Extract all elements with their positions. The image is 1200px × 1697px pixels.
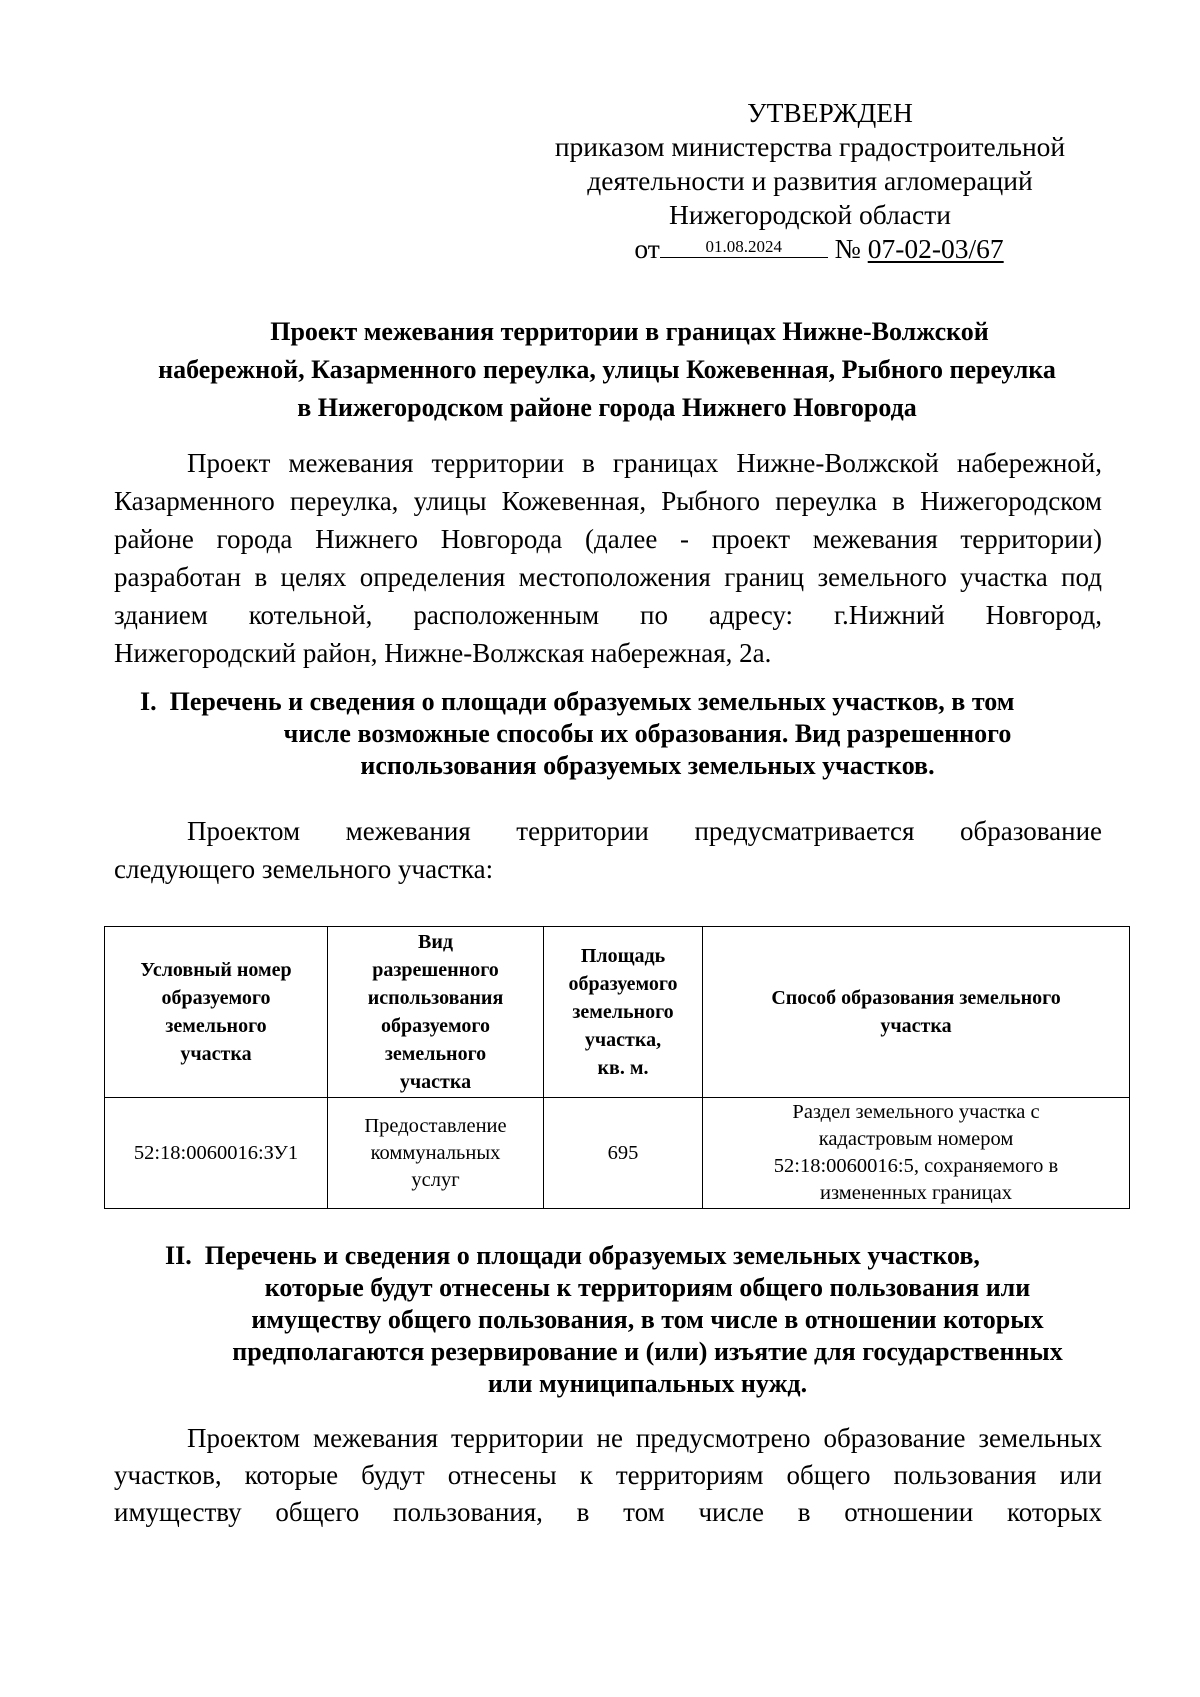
header-line: образуемого (381, 1015, 490, 1037)
section-number: II. (165, 1241, 192, 1270)
section-heading-line: числе возможные способы их образования. Вид разрешенного (283, 719, 1012, 748)
paragraph-line: разработан в целях определения местоположения границ земельного участка под (114, 562, 1102, 592)
header-line: образуемого (161, 987, 271, 1009)
approval-block (540, 96, 1080, 266)
section-number: I. (140, 687, 157, 716)
cell-line: измененных границах (819, 1182, 1013, 1204)
section-heading-line (130, 686, 1110, 718)
approval-line: Нижегородской области (669, 199, 951, 230)
cell-line: кадастровым номером (818, 1128, 1014, 1150)
approval-heading: УТВЕРЖДЕН (747, 97, 913, 128)
header-line: участка (399, 1071, 472, 1093)
cell-line: Предоставление (364, 1114, 507, 1137)
approval-date: 01.08.2024 (660, 237, 828, 258)
column-header-use (328, 927, 544, 1098)
section-heading-text: Перечень и сведения о площади образуемых земельных участков, (204, 1241, 980, 1270)
cell-formation-method (703, 1098, 1130, 1209)
section-heading-line: использования образуемых земельных участков. (360, 751, 935, 780)
section-heading-line: или муниципальных нужд. (487, 1369, 808, 1398)
paragraph-line: Нижегородский район, Нижне-Волжская набережная, 2а. (114, 638, 772, 668)
header-line: земельного (165, 1015, 267, 1037)
document-title (112, 313, 1102, 427)
paragraph-line: районе города Нижнего Новгорода (далее - проект межевания территории) (114, 524, 1102, 554)
header-line: Вид (418, 931, 453, 953)
cell-permitted-use (328, 1098, 544, 1209)
paragraph-line: зданием котельной, расположенным по адресу: г.Нижний Новгород, (114, 600, 1102, 630)
number-prefix: № (834, 233, 861, 264)
header-line: Условный номер (140, 959, 292, 981)
cell-line: коммунальных (370, 1141, 501, 1164)
header-line: участка (880, 1015, 952, 1037)
section-2-heading (160, 1240, 1120, 1400)
table-header-row (105, 927, 1130, 1098)
header-line: участка, (584, 1029, 662, 1051)
header-line: кв. м. (597, 1057, 649, 1079)
approval-line: приказом министерства градостроительной (554, 131, 1066, 162)
section-heading-line: предполагаются резервирование и (или) изъятие для государственных (232, 1337, 1063, 1366)
paragraph-line: имуществу общего пользования, в том числе в отношении которых (114, 1497, 1102, 1527)
date-prefix: от (634, 233, 660, 264)
approval-number: 07-02-03/67 (867, 233, 1004, 264)
paragraph-line: следующего земельного участка: (114, 854, 494, 884)
header-line: участка (180, 1043, 252, 1065)
cell-line: услуг (411, 1168, 460, 1191)
header-line: земельного (384, 1043, 487, 1065)
header-line: Площадь (580, 945, 666, 967)
section-heading-line (160, 1240, 1120, 1272)
column-header-area (544, 927, 703, 1098)
cell-line: Раздел земельного участка с (792, 1101, 1040, 1123)
title-line: набережной, Казарменного переулка, улицы Кожевенная, Рыбного переулка (158, 355, 1056, 384)
header-line: использования (367, 987, 504, 1009)
section-heading-line: которые будут отнесены к территориям общего пользования или (264, 1273, 1031, 1302)
approval-line: деятельности и развития агломераций (587, 165, 1033, 196)
title-line: Проект межевания территории в границах Нижне-Волжской (270, 317, 989, 346)
section-heading-line: имуществу общего пользования, в том числе в отношении которых (251, 1305, 1044, 1334)
land-plots-table (104, 926, 1129, 1209)
header-line: разрешенного (372, 959, 499, 981)
header-line: Способ образования земельного (771, 987, 1061, 1009)
paragraph-line: Проектом межевания территории не предусмотрено образование земельных (187, 1423, 1102, 1453)
cell-line: 52:18:0060016:5, сохраняемого в (773, 1155, 1059, 1177)
section-heading-text: Перечень и сведения о площади образуемых земельных участков, в том (169, 687, 1015, 716)
paragraph-line: Проект межевания территории в границах Нижне-Волжской набережной, (187, 448, 1102, 478)
table-row (105, 1098, 1130, 1209)
paragraph-line: Казарменного переулка, улицы Кожевенная, Рыбного переулка в Нижегородском (114, 486, 1102, 516)
title-line: в Нижегородском районе города Нижнего Новгорода (297, 393, 917, 422)
cell-area: 695 (544, 1098, 703, 1209)
column-header-number (105, 927, 328, 1098)
table (104, 926, 1130, 1209)
paragraph-line: участков, которые будут отнесены к территориям общего пользования или (114, 1460, 1102, 1490)
header-line: земельного (572, 1001, 674, 1023)
section-1-paragraph (114, 812, 1102, 888)
column-header-method (703, 927, 1130, 1098)
header-line: образуемого (568, 973, 678, 995)
section-2-paragraph (114, 1420, 1102, 1531)
intro-paragraph (114, 444, 1102, 672)
paragraph-line: Проектом межевания территории предусматривается образование (187, 816, 1102, 846)
approval-date-row (540, 232, 1080, 266)
cell-plot-number: 52:18:0060016:ЗУ1 (105, 1098, 328, 1209)
section-1-heading (130, 686, 1110, 782)
